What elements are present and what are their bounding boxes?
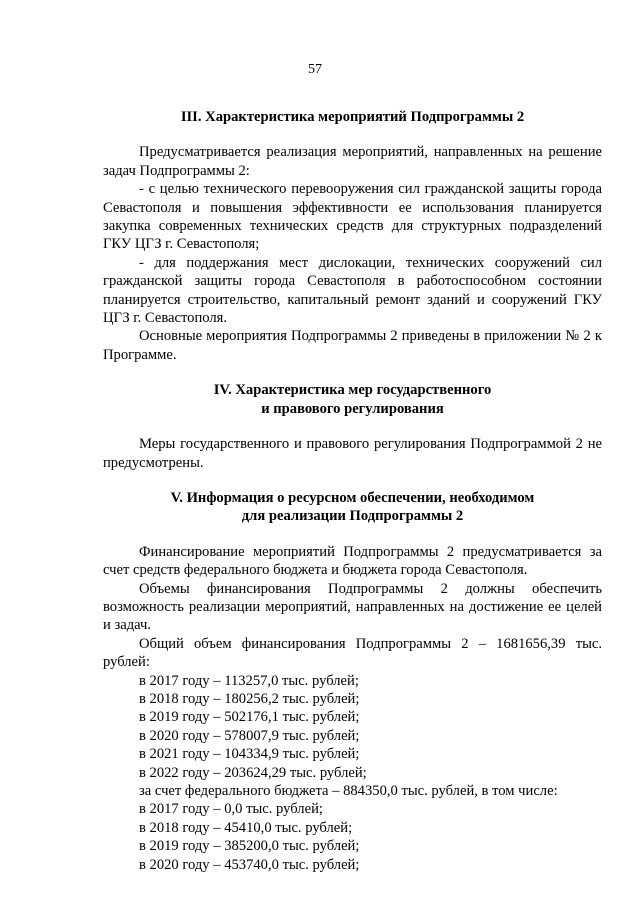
list-item: в 2020 году – 453740,0 тыс. рублей; bbox=[139, 856, 360, 873]
section-3-item-2: - для поддержания мест дислокации, технических сооружений сил гражданской защиты города Севастополя в работоспособном состоянии планируется строительство, капитальный ремонт зданий и сооружений ГКУ ЦГЗ г. Севастополя. bbox=[103, 254, 602, 327]
section-5-paragraph-1: Финансирование мероприятий Подпрограммы 2 предусматривается за счет средств федерального бюджета и бюджета города Севастополя. bbox=[103, 543, 602, 579]
federal-funding-by-year bbox=[103, 800, 602, 874]
section-5-heading-line-2: для реализации Подпрограммы 2 bbox=[241, 508, 464, 525]
federal-budget-line: за счет федерального бюджета – 884350,0 тыс. рублей, в том числе: bbox=[139, 783, 558, 799]
list-item: в 2022 году – 203624,29 тыс. рублей; bbox=[139, 764, 367, 781]
list-item: в 2020 году – 578007,9 тыс. рублей; bbox=[139, 727, 360, 744]
page-number: 57 bbox=[308, 62, 322, 77]
list-item: в 2017 году – 0,0 тыс. рублей; bbox=[139, 801, 323, 818]
section-3-heading: III. Характеристика мероприятий Подпрограммы 2 bbox=[180, 109, 525, 125]
list-item: в 2019 году – 385200,0 тыс. рублей; bbox=[139, 838, 360, 855]
section-4-heading-line-2: и правового регулирования bbox=[261, 400, 444, 417]
document-body bbox=[103, 108, 602, 874]
section-4-text: Меры государственного и правового регулирования Подпрограммой 2 не предусмотрены. bbox=[103, 436, 602, 471]
total-funding-by-year bbox=[103, 672, 602, 782]
section-5-paragraph-3: Общий объем финансирования Подпрограммы 2 – 1681656,39 тыс. рублей: bbox=[103, 635, 602, 671]
list-item: в 2019 году – 502176,1 тыс. рублей; bbox=[139, 709, 360, 726]
list-item: в 2018 году – 180256,2 тыс. рублей; bbox=[139, 690, 360, 707]
section-3-closing: Основные мероприятия Подпрограммы 2 приведены в приложении № 2 к Программе. bbox=[103, 328, 602, 363]
section-3-intro: Предусматривается реализация мероприятий, направленных на решение задач Подпрограммы 2: bbox=[103, 144, 602, 179]
section-5-heading bbox=[103, 489, 602, 526]
list-item: в 2017 году – 113257,0 тыс. рублей; bbox=[139, 672, 359, 689]
section-5-paragraph-2: Объемы финансирования Подпрограммы 2 должны обеспечить возможность реализации мероприятий, направленных на достижение ее целей и задач. bbox=[103, 580, 602, 634]
section-5-heading-line-1: V. Информация о ресурсном обеспечении, необходимом bbox=[170, 489, 535, 506]
section-4-heading-line-1: IV. Характеристика мер государственного bbox=[213, 382, 492, 399]
list-item: в 2018 году – 45410,0 тыс. рублей; bbox=[139, 819, 353, 836]
section-3-item-1: - с целью технического перевооружения сил гражданской защиты города Севастополя и повышения эффективности ее использования планируется закупка современных технических средств для структурных подразделений ГКУ ЦГЗ г. Севастополя; bbox=[103, 181, 602, 253]
section-4-heading bbox=[103, 381, 602, 418]
list-item: в 2021 году – 104334,9 тыс. рублей; bbox=[139, 746, 360, 763]
